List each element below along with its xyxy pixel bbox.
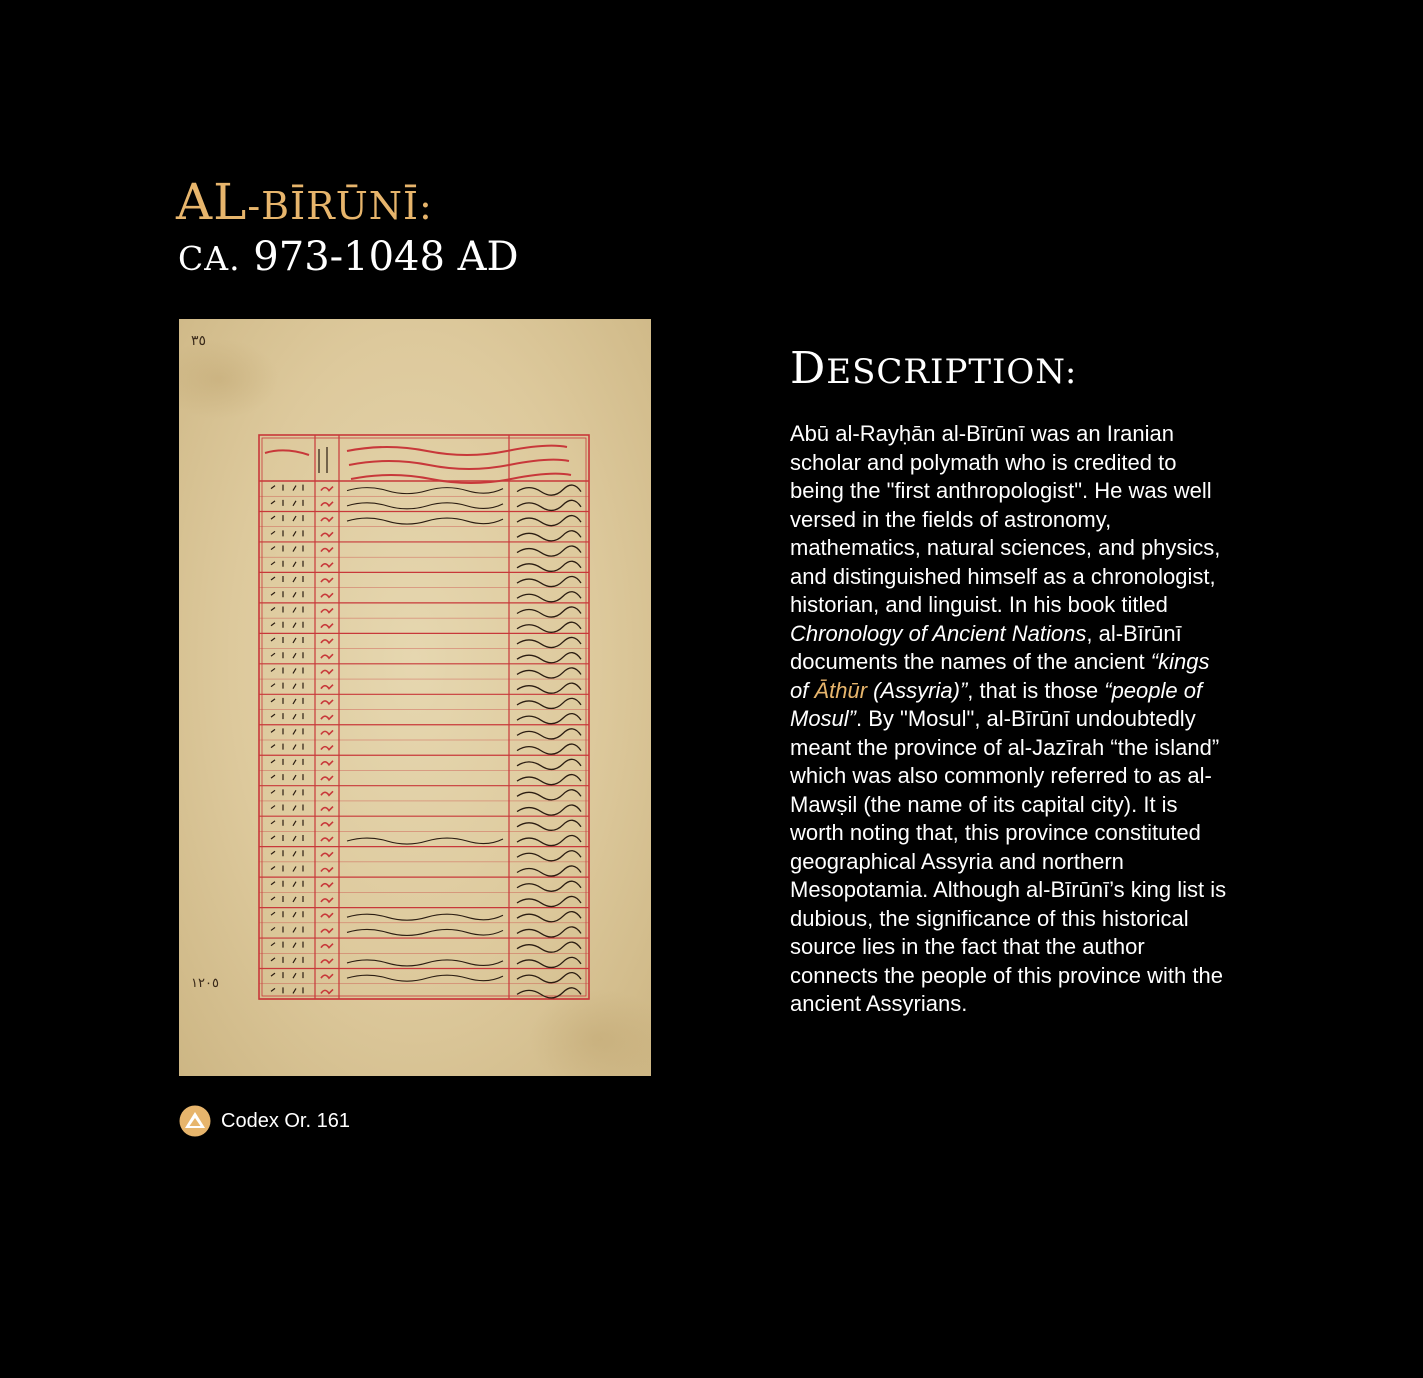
number-script-stroke xyxy=(271,698,303,704)
number-script-stroke xyxy=(271,637,303,643)
red-column-mark xyxy=(321,898,333,902)
name-script-stroke xyxy=(517,973,581,983)
red-column-mark xyxy=(321,715,333,719)
manuscript-page-number: ٣٥ xyxy=(191,333,207,349)
number-script-stroke xyxy=(271,622,303,628)
number-script-stroke xyxy=(271,576,303,582)
number-script-stroke xyxy=(271,866,303,872)
name-script-stroke xyxy=(517,698,581,708)
number-script-stroke xyxy=(271,759,303,765)
red-column-mark xyxy=(321,791,333,795)
red-column-mark xyxy=(321,487,333,491)
red-column-mark xyxy=(321,776,333,780)
page-title-rest: -BĪRŪNĪ: xyxy=(247,184,433,228)
header-script-stroke xyxy=(265,450,309,455)
description-heading-initial: D xyxy=(790,343,827,394)
table-border xyxy=(259,435,589,999)
number-script-stroke xyxy=(271,942,303,948)
description-text-1: Abū al-Rayḥān al-Bīrūnī was an Iranian scholar and polymath who is credited to being the "first anthropologist". He was well versed in the fields of astronomy, mathematics, natural sciences, and physics, and distinguished himself as a chronologist, historian, and linguist. In his book titled xyxy=(790,421,1221,617)
description-body xyxy=(790,420,1230,1019)
triangle-logo-icon xyxy=(179,1105,211,1137)
name-script-stroke xyxy=(517,805,581,815)
number-script-stroke xyxy=(271,789,303,795)
name-script-stroke xyxy=(517,866,581,876)
red-column-mark xyxy=(321,944,333,948)
red-column-mark xyxy=(321,502,333,506)
subtitle-prefix: CA. xyxy=(178,239,241,278)
number-script-stroke xyxy=(271,591,303,597)
red-column-mark xyxy=(321,730,333,734)
description-heading xyxy=(790,342,1077,402)
mosul-quote: “people of Mosul” xyxy=(790,677,1203,731)
name-script-stroke xyxy=(517,957,581,967)
kings-quote-end: (Assyria)” xyxy=(867,677,968,703)
name-script-stroke xyxy=(517,683,581,693)
manuscript-table xyxy=(259,435,589,999)
page-title xyxy=(176,170,433,238)
name-script-stroke xyxy=(517,485,581,495)
number-script-stroke xyxy=(271,835,303,841)
red-column-mark xyxy=(321,639,333,643)
name-script-stroke xyxy=(517,576,581,586)
name-script-stroke xyxy=(517,653,581,663)
red-column-mark xyxy=(321,837,333,841)
description-text-3: , that is those xyxy=(967,677,1105,703)
red-column-mark xyxy=(321,746,333,750)
number-script-stroke xyxy=(271,500,303,506)
name-script-stroke xyxy=(517,607,581,617)
red-column-mark xyxy=(321,913,333,917)
number-script-stroke xyxy=(271,911,303,917)
description-text-4: . By "Mosul", al-Bīrūnī undoubtedly meant the province of al-Jazīrah “the island” which was also commonly referred to as al-Mawṣil (the name of its capital city). It is worth noting that, this province constituted geographical Assyria and northern Mesopotamia. Although al-Bīrūnī’s king list is dubious, the significance of this historical source lies in the fact that the author connects the people of this province with the ancient Assyrians. xyxy=(790,706,1227,1016)
name-script-stroke xyxy=(517,622,581,632)
name-script-stroke xyxy=(517,912,581,922)
name-script-stroke xyxy=(517,729,581,739)
red-column-mark xyxy=(321,532,333,536)
page-title-initial: AL xyxy=(176,173,248,231)
red-column-mark xyxy=(321,928,333,932)
red-column-mark xyxy=(321,883,333,887)
name-script-stroke xyxy=(517,516,581,526)
note-script-stroke xyxy=(347,518,503,524)
note-script-stroke xyxy=(347,838,503,844)
red-column-mark xyxy=(321,563,333,567)
number-script-stroke xyxy=(271,957,303,963)
image-caption xyxy=(179,1105,350,1137)
red-column-mark xyxy=(321,548,333,552)
name-script-stroke xyxy=(517,896,581,906)
red-column-mark xyxy=(321,989,333,993)
number-script-stroke xyxy=(271,607,303,613)
name-script-stroke xyxy=(517,500,581,510)
red-column-mark xyxy=(321,959,333,963)
note-script-stroke xyxy=(347,488,503,494)
name-script-stroke xyxy=(517,775,581,785)
description-heading-rest: ESCRIPTION: xyxy=(826,352,1078,392)
name-script-stroke xyxy=(517,851,581,861)
description-text-2: , al-Bīrūnī documents the names of the ancient xyxy=(790,620,1182,674)
red-column-mark xyxy=(321,685,333,689)
name-script-stroke xyxy=(517,790,581,800)
number-script-stroke xyxy=(271,881,303,887)
number-script-stroke xyxy=(271,926,303,932)
number-script-stroke xyxy=(271,774,303,780)
number-script-stroke xyxy=(271,713,303,719)
name-script-stroke xyxy=(517,881,581,891)
manuscript-margin-note: ١٢٠٥ xyxy=(191,976,219,991)
number-script-stroke xyxy=(271,530,303,536)
name-script-stroke xyxy=(517,942,581,952)
red-column-mark xyxy=(321,517,333,521)
book-title: Chronology of Ancient Nations xyxy=(790,620,1087,646)
name-script-stroke xyxy=(517,561,581,571)
number-script-stroke xyxy=(271,652,303,658)
number-script-stroke xyxy=(271,896,303,902)
number-script-stroke xyxy=(271,805,303,811)
red-column-mark xyxy=(321,852,333,856)
red-column-mark xyxy=(321,624,333,628)
page-subtitle xyxy=(178,232,519,284)
red-column-mark xyxy=(321,593,333,597)
name-script-stroke xyxy=(517,759,581,769)
manuscript-image xyxy=(179,319,651,1076)
red-column-mark xyxy=(321,654,333,658)
number-script-stroke xyxy=(271,820,303,826)
red-column-mark xyxy=(321,700,333,704)
number-script-stroke xyxy=(271,546,303,552)
red-column-mark xyxy=(321,868,333,872)
number-script-stroke xyxy=(271,485,303,491)
red-column-mark xyxy=(321,807,333,811)
red-column-mark xyxy=(321,822,333,826)
name-script-stroke xyxy=(517,668,581,678)
number-script-stroke xyxy=(271,744,303,750)
subtitle-dates: 973-1048 AD xyxy=(240,234,519,280)
name-script-stroke xyxy=(517,714,581,724)
header-script-stroke xyxy=(319,447,327,473)
note-script-stroke xyxy=(347,960,503,966)
name-script-stroke xyxy=(517,546,581,556)
name-script-stroke xyxy=(517,820,581,830)
number-script-stroke xyxy=(271,728,303,734)
name-script-stroke xyxy=(517,927,581,937)
caption-text: Codex Or. 161 xyxy=(221,1109,350,1132)
name-script-stroke xyxy=(517,744,581,754)
number-script-stroke xyxy=(271,515,303,521)
note-script-stroke xyxy=(347,975,503,981)
number-script-stroke xyxy=(271,683,303,689)
number-script-stroke xyxy=(271,987,303,993)
red-column-mark xyxy=(321,974,333,978)
red-column-mark xyxy=(321,669,333,673)
number-script-stroke xyxy=(271,972,303,978)
name-script-stroke xyxy=(517,637,581,647)
number-script-stroke xyxy=(271,561,303,567)
name-script-stroke xyxy=(517,835,581,845)
note-script-stroke xyxy=(347,929,503,935)
name-script-stroke xyxy=(517,592,581,602)
athur-term: Āthūr xyxy=(814,677,868,703)
kings-quote-start: “kings of xyxy=(790,649,1210,703)
note-script-stroke xyxy=(347,503,503,509)
header-script-stroke xyxy=(349,460,569,469)
red-column-mark xyxy=(321,578,333,582)
red-column-mark xyxy=(321,761,333,765)
red-column-mark xyxy=(321,609,333,613)
header-script-stroke xyxy=(347,446,567,455)
number-script-stroke xyxy=(271,850,303,856)
name-script-stroke xyxy=(517,531,581,541)
number-script-stroke xyxy=(271,667,303,673)
note-script-stroke xyxy=(347,914,503,920)
